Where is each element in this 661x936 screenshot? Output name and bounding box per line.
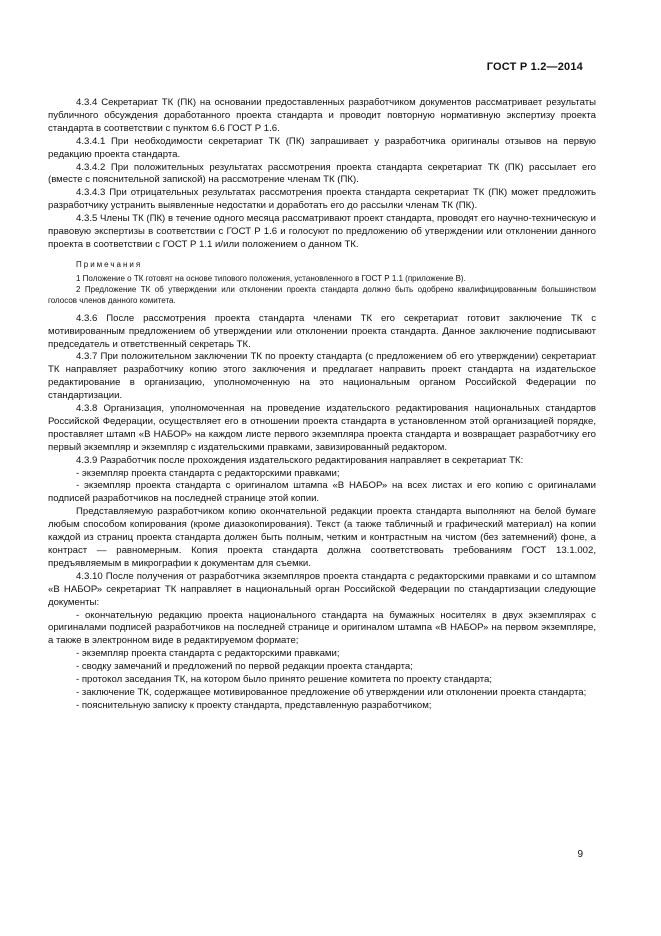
paragraph: 4.3.7 При положительном заключении ТК по проекту стандарта (с предложением об его утверждении) секретариат ТК направляет разработчику копию этого заключения и предлагает направить проект стандарта на издательское редактирование в организацию, уполномоченную на это национальным органом Российской Федерации по стандартизации. (48, 351, 596, 402)
list-item: - протокол заседания ТК, на котором было принято решение комитета по проекту стандарта; (76, 674, 493, 686)
notes-block (48, 259, 596, 307)
notes-heading: Примечания (76, 259, 143, 269)
list-item: - окончательную редакцию проекта национального стандарта на бумажных носителях в двух экземплярах с оригиналами подписей разработчиков на последней странице и оригиналом штампа «В НАБОР» на первом экземпляре, а также в электронном виде в редактируемом формате; (48, 609, 596, 647)
paragraph: 4.3.4.2 При положительных результатах рассмотрения проекта стандарта секретариат ТК (ПК) рассылает его (вместе с пояснительной запиской) на рассмотрение членам ТК (ПК). (48, 161, 596, 186)
paragraph: Представляемую разработчиком копию окончательной редакции проекта стандарта выполняют на белой бумаге любым способом копирования (кроме диазокопирования). Текст (а также табличный и графический материал) на копии каждой из страниц проекта стандарта должен быть полным, четким и контрастным на чистом (без затемнений) фоне, а контраст — равномерным. Копия проекта стандарта должна соответствовать требованиям ГОСТ 13.1.002, предъявляемым в микрографии к документам для съемки. (48, 506, 596, 569)
list-item: - заключение ТК, содержащее мотивированное предложение об утверждении или отклонении проекта стандарта; (76, 686, 587, 698)
list-item: - экземпляр проекта стандарта с редакторскими правками; (76, 648, 340, 660)
paragraph: 4.3.10 После получения от разработчика экземпляров проекта стандарта с редакторскими правками и со штампом «В НАБОР» секретариат ТК направляет в национальный орган Российской Федерации по стандартизации следующие документы: (48, 570, 596, 608)
paragraph: 4.3.4.3 При отрицательных результатах рассмотрения проекта стандарта секретариат ТК (ПК) может предложить разработчику устранить выявленные недостатки и доработать его до рассылки членам ТК (ПК). (48, 187, 596, 212)
list-item: - экземпляр проекта стандарта с редакторскими правками; (76, 467, 340, 479)
paragraph: 4.3.5 Члены ТК (ПК) в течение одного месяца рассматривают проект стандарта, проводят его научно-техническую и правовую экспертизы в соответствии с ГОСТ Р 1.6 и голосуют по предложению об утверждении или отклонении данного проекта в соответствии с ГОСТ Р 1.1 и/или положением о данном ТК. (48, 213, 596, 250)
paragraph: 4.3.6 После рассмотрения проекта стандарта членами ТК его секретариат готовит заключение ТК с мотивированным предложением об утверждении или отклонении проекта стандарта. Данное заключение подписывают председатель и ответственный секретарь ТК. (48, 312, 596, 350)
list-item: - сводку замечаний и предложений по первой редакции проекта стандарта; (76, 661, 413, 673)
note-item: 1 Положение о ТК готовят на основе типового положения, установленного в ГОСТ Р 1.1 (приложение В). (76, 274, 466, 284)
paragraph: 4.3.8 Организация, уполномоченная на проведение издательского редактирования национальных стандартов Российской Федерации, осуществляет его в отношении проекта стандарта в установленном этой организацией порядке, проставляет штамп «В НАБОР» на каждом листе первого экземпляра проекта стандарта и возвращает разработчику его первый экземпляр и экземпляр с издательскими правками, завизированный редактором. (48, 403, 596, 453)
paragraph: 4.3.4.1 При необходимости секретариат ТК (ПК) запрашивает у разработчика оригиналы отзывов на первую редакцию проекта стандарта. (48, 135, 596, 160)
page-body (48, 97, 596, 713)
list-item: - экземпляр проекта стандарта с оригиналом штампа «В НАБОР» на всех листах и его копию с оригиналами подписей разработчиков на последней странице этой копии. (48, 480, 596, 505)
paragraph: 4.3.4 Секретариат ТК (ПК) на основании предоставленных разработчиком документов рассматривает результаты публичного обсуждения доработанного проекта стандарта и проводит повторную нормативную экспертизу проекта стандарта в соответствии с пунктом 6.6 ГОСТ Р 1.6. (48, 97, 596, 134)
document-header: ГОСТ Р 1.2—2014 (486, 61, 583, 73)
note-item: 2 Предложение ТК об утверждении или отклонении проекта стандарта должно быть одобрено квалифицированным большинством голосов членов данного комитета. (48, 285, 596, 306)
paragraph: 4.3.9 Разработчик после прохождения издательского редактирования направляет в секретариат ТК: (76, 454, 524, 466)
page-number: 9 (577, 849, 583, 860)
list-item: - пояснительную записку к проекту стандарта, представленную разработчиком; (76, 699, 432, 711)
